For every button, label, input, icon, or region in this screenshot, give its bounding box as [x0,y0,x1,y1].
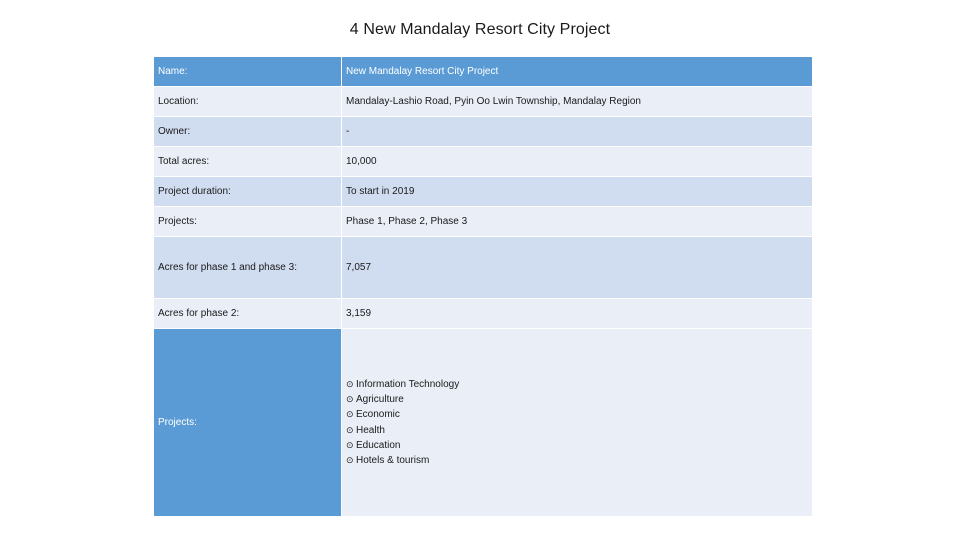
projects-sectors-list [346,377,812,469]
projects-sectors-label: Projects: [154,329,342,517]
table-row-acres-phase-2 [154,299,813,329]
location-label: Location: [154,87,342,117]
location-value: Mandalay-Lashio Road, Pyin Oo Lwin Township, Mandalay Region [342,87,813,117]
name-value: New Mandalay Resort City Project [342,57,813,87]
project-duration-value: To start in 2019 [342,177,813,207]
project-duration-label: Project duration: [154,177,342,207]
acres-phase-2-label: Acres for phase 2: [154,299,342,329]
table-row-projects-sectors [154,329,813,517]
table-row-acres-phase-1-3 [154,237,813,299]
projects-phases-label: Projects: [154,207,342,237]
total-acres-label: Total acres: [154,147,342,177]
projects-phases-value: Phase 1, Phase 2, Phase 3 [342,207,813,237]
table-row-projects-phases [154,207,813,237]
projects-sectors-cell [342,329,813,517]
table-row-name [154,57,813,87]
circled-dot-icon: ⊙ [346,455,354,466]
circled-dot-icon: ⊙ [346,378,354,389]
circled-dot-icon: ⊙ [346,393,354,404]
acres-phase-1-3-label: Acres for phase 1 and phase 3: [154,237,342,299]
list-item: ⊙ Health [346,424,385,436]
list-item: ⊙ Information Technology [346,378,460,390]
list-item: ⊙ Education [346,439,401,451]
owner-label: Owner: [154,117,342,147]
circled-dot-icon: ⊙ [346,424,354,435]
list-item: ⊙ Agriculture [346,393,404,405]
list-item: ⊙ Hotels & tourism [346,455,430,467]
total-acres-value: 10,000 [342,147,813,177]
table-row-total-acres [154,147,813,177]
acres-phase-2-value: 3,159 [342,299,813,329]
circled-dot-icon: ⊙ [346,439,354,450]
list-item: ⊙ Economic [346,409,400,421]
owner-value: - [342,117,813,147]
circled-dot-icon: ⊙ [346,409,354,420]
name-label: Name: [154,57,342,87]
table-row-owner [154,117,813,147]
acres-phase-1-3-value: 7,057 [342,237,813,299]
project-details-table [153,56,813,517]
page-title: 4 New Mandalay Resort City Project [349,21,611,38]
table-row-project-duration [154,177,813,207]
table-row-location [154,87,813,117]
